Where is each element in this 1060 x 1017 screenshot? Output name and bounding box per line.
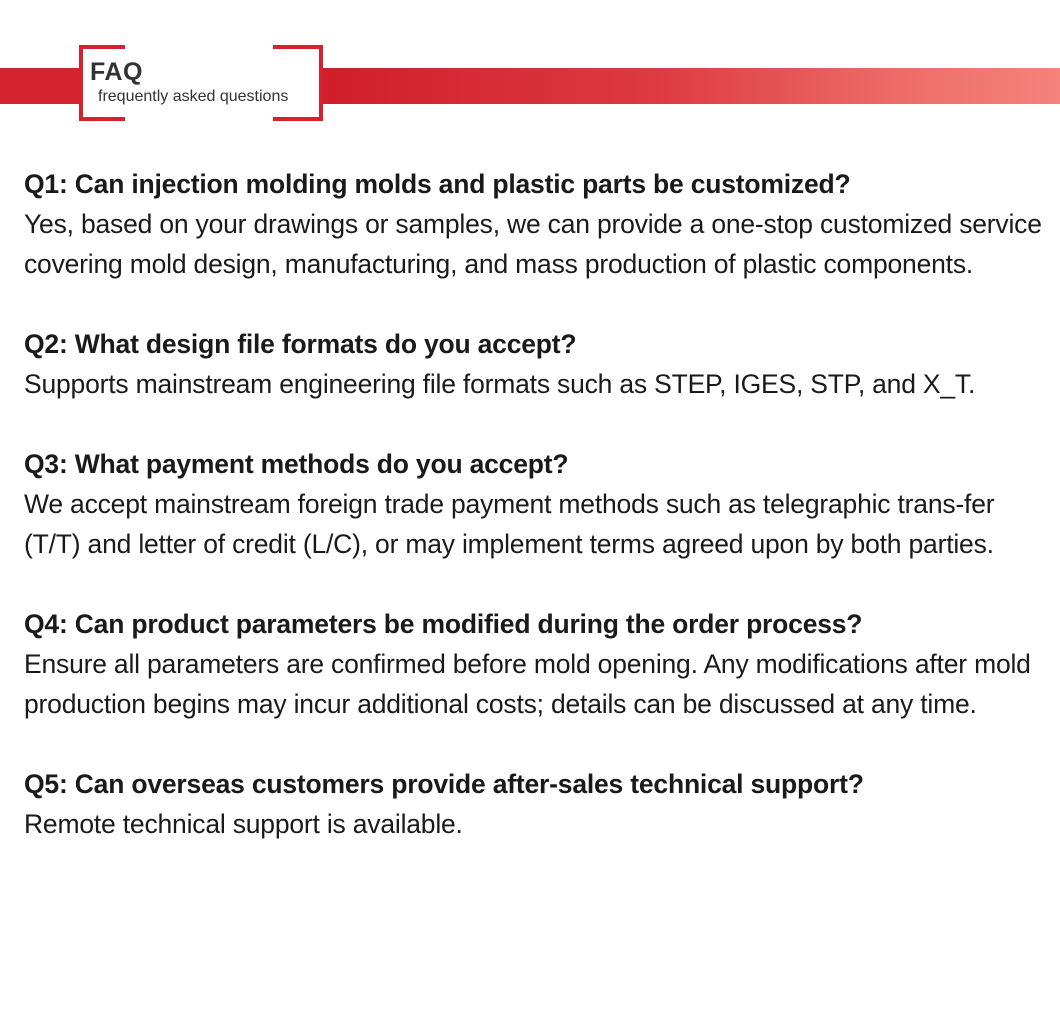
- faq-question: Q5: Can overseas customers provide after-sales technical support?: [24, 769, 864, 799]
- faq-answer: Remote technical support is available.: [24, 809, 463, 839]
- faq-answer: We accept mainstream foreign trade payment methods such as telegraphic trans-fer (T/T) and letter of credit (L/C), or may implement terms agreed upon by both parties.: [24, 489, 995, 559]
- faq-answer: Yes, based on your drawings or samples, we can provide a one-stop customized service covering mold design, manufacturing, and mass production of plastic components.: [24, 209, 1042, 279]
- faq-item-1: [24, 164, 1054, 284]
- faq-answer: Ensure all parameters are confirmed before mold opening. Any modifications after mold production begins may incur additional costs; details can be discussed at any time.: [24, 649, 1031, 719]
- faq-question: Q2: What design file formats do you accept?: [24, 329, 577, 359]
- faq-subtitle: frequently asked questions: [98, 88, 289, 105]
- faq-header: [0, 0, 1060, 130]
- faq-item-2: [24, 324, 1054, 404]
- faq-answer: Supports mainstream engineering file formats such as STEP, IGES, STP, and X_T.: [24, 369, 976, 399]
- header-red-band-right: [322, 68, 1060, 104]
- faq-item-3: [24, 444, 1054, 564]
- faq-item-4: [24, 604, 1054, 724]
- faq-question: Q3: What payment methods do you accept?: [24, 449, 569, 479]
- faq-list: [24, 164, 1054, 844]
- header-red-band-left: [0, 68, 84, 104]
- faq-title: FAQ: [90, 58, 143, 86]
- faq-question: Q1: Can injection molding molds and plastic parts be customized?: [24, 169, 851, 199]
- faq-question: Q4: Can product parameters be modified during the order process?: [24, 609, 863, 639]
- faq-item-5: [24, 764, 1054, 844]
